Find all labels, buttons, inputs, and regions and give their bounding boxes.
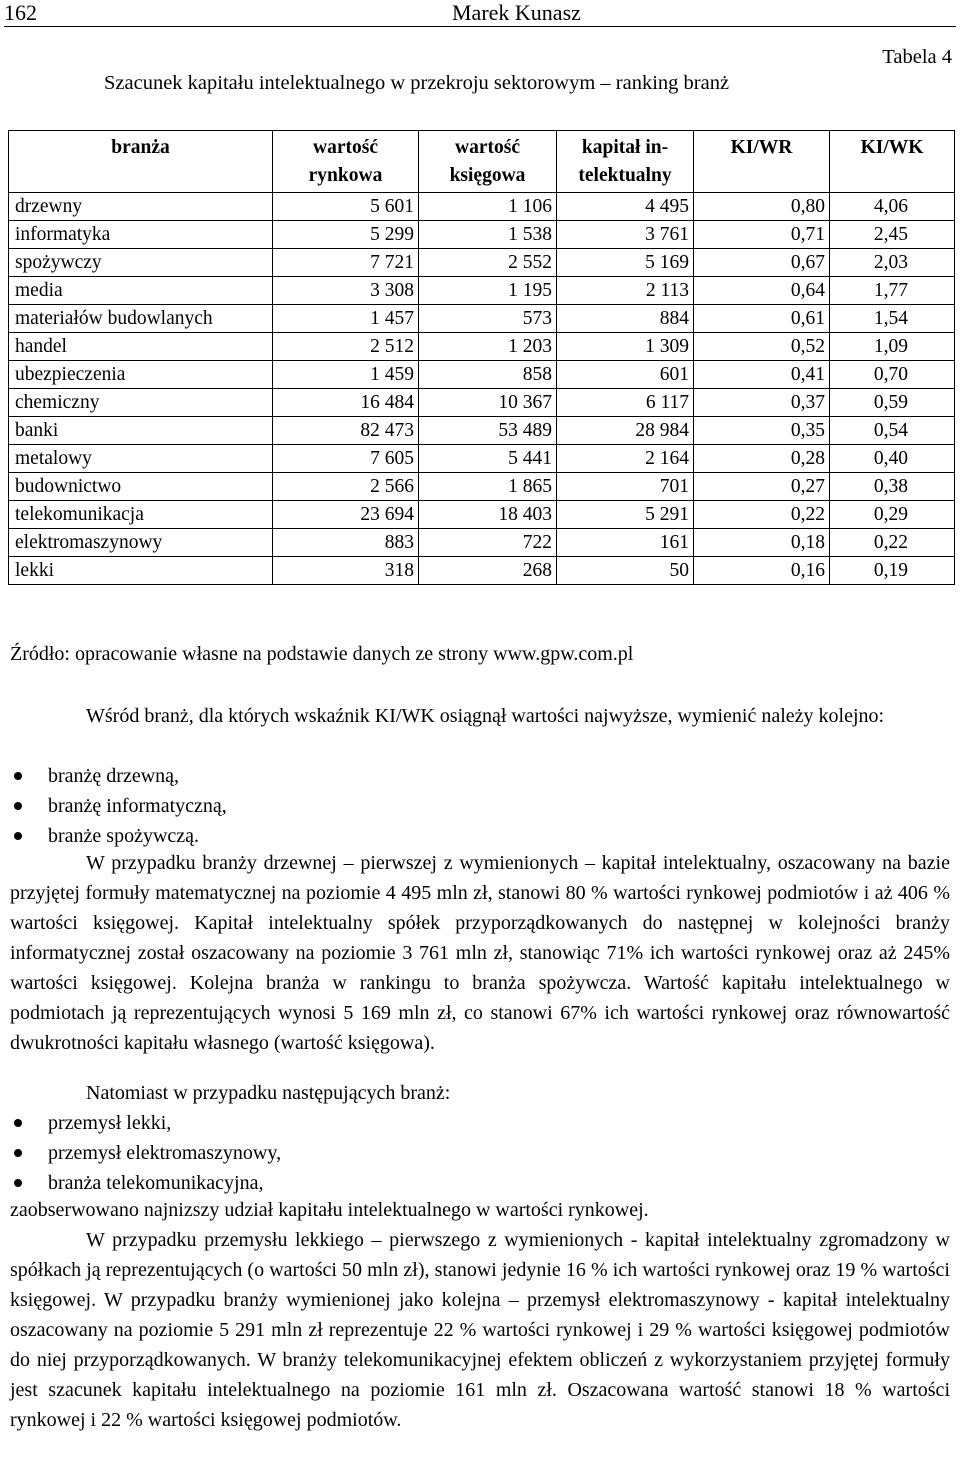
bullet-icon bbox=[14, 832, 22, 840]
table-source: Źródło: opracowanie własne na podstawie danych ze strony www.gpw.com.pl bbox=[10, 643, 634, 665]
cell-book-value: 5 441 bbox=[419, 445, 557, 473]
cell-ki-wr: 0,52 bbox=[694, 333, 830, 361]
cell-branza: informatyka bbox=[9, 221, 273, 249]
list-item: branżę drzewną, bbox=[10, 761, 227, 791]
cell-ki-wr: 0,16 bbox=[694, 557, 830, 585]
paragraph-2: W przypadku branży drzewnej – pierwszej z wymienionych – kapitał intelektualny, oszacowany na bazie przyjętej formuły matematycznej na poziomie 4 495 mln zł, stanowi 80 % wartości rynkowej podmiotów i aż 406 % wartości księgowej. Kapitał intelektualny spółek przyporządkowanych do następnej w kolejności branży informatycznej został oszacowany na poziomie 3 761 mln zł, stanowiąc 71% ich wartości rynkowej oraz aż 245% wartości księgowej. Kolejna branża w rankingu to branża spożywcza. Wartość kapitału intelektualnego w podmiotach ją reprezentujących wynosi 5 169 mln zł, co stanowi 67% ich wartości rynkowej oraz równowartość dwukrotności kapitału własnego (wartość księgowa). bbox=[10, 852, 950, 1054]
cell-ki-wk: 2,03 bbox=[830, 249, 955, 277]
cell-ki-wk: 0,19 bbox=[830, 557, 955, 585]
cell-book-value: 858 bbox=[419, 361, 557, 389]
header-branza: branża bbox=[9, 131, 273, 193]
bullet-icon bbox=[14, 1179, 22, 1187]
table-row bbox=[9, 249, 955, 277]
cell-intellectual-capital: 50 bbox=[557, 557, 694, 585]
header-market-value: wartość rynkowa bbox=[273, 131, 419, 193]
cell-ki-wk: 2,45 bbox=[830, 221, 955, 249]
cell-book-value: 573 bbox=[419, 305, 557, 333]
cell-market-value: 2 566 bbox=[273, 473, 419, 501]
cell-ki-wr: 0,28 bbox=[694, 445, 830, 473]
cell-book-value: 1 538 bbox=[419, 221, 557, 249]
cell-intellectual-capital: 4 495 bbox=[557, 193, 694, 221]
cell-intellectual-capital: 701 bbox=[557, 473, 694, 501]
header-ki-wk: KI/WK bbox=[830, 131, 955, 193]
cell-market-value: 3 308 bbox=[273, 277, 419, 305]
cell-ki-wk: 0,29 bbox=[830, 501, 955, 529]
cell-market-value: 883 bbox=[273, 529, 419, 557]
running-head: Marek Kunasz bbox=[452, 0, 581, 25]
cell-market-value: 5 299 bbox=[273, 221, 419, 249]
bullet-icon bbox=[14, 1149, 22, 1157]
cell-book-value: 53 489 bbox=[419, 417, 557, 445]
cell-branza: metalowy bbox=[9, 445, 273, 473]
list-item: branża telekomunikacyjna, bbox=[10, 1168, 281, 1198]
cell-ki-wr: 0,27 bbox=[694, 473, 830, 501]
cell-ki-wr: 0,41 bbox=[694, 361, 830, 389]
table-row bbox=[9, 501, 955, 529]
table-row bbox=[9, 473, 955, 501]
paragraph-3: Natomiast w przypadku następujących branż: bbox=[86, 1082, 451, 1104]
cell-intellectual-capital: 2 113 bbox=[557, 277, 694, 305]
cell-ki-wk: 0,38 bbox=[830, 473, 955, 501]
cell-ki-wr: 0,61 bbox=[694, 305, 830, 333]
cell-ki-wk: 1,54 bbox=[830, 305, 955, 333]
paragraph-5: W przypadku przemysłu lekkiego – pierwszego z wymienionych - kapitał intelektualny zgromadzony w spółkach ją reprezentujących (o wartości 50 mln zł), stanowi jedynie 16 % ich wartości rynkowej oraz 19 % wartości księgowej. W przypadku branży wymienionej jako kolejna – przemysł elektromaszynowy - kapitał intelektualny oszacowany na poziomie 5 291 mln zł reprezentuje 22 % wartości rynkowej i 29 % wartości księgowej podmiotów do niej przyporządkowanych. W branży telekomunikacyjnej efektem obliczeń z wykorzystaniem przyjętej formuły jest szacunek kapitału intelektualnego na poziomie 161 mln zł. Oszacowana wartość stanowi 18 % wartości rynkowej i 22 % wartości księgowej podmiotów. bbox=[10, 1229, 950, 1431]
table-row bbox=[9, 221, 955, 249]
cell-book-value: 10 367 bbox=[419, 389, 557, 417]
cell-intellectual-capital: 1 309 bbox=[557, 333, 694, 361]
list-item: branże spożywczą. bbox=[10, 821, 227, 851]
table-row bbox=[9, 557, 955, 585]
cell-market-value: 23 694 bbox=[273, 501, 419, 529]
cell-ki-wk: 0,70 bbox=[830, 361, 955, 389]
cell-intellectual-capital: 2 164 bbox=[557, 445, 694, 473]
paragraph-1: Wśród branż, dla których wskaźnik KI/WK osiągnął wartości najwyższe, wymienić należy kolejno: bbox=[86, 705, 885, 727]
cell-intellectual-capital: 6 117 bbox=[557, 389, 694, 417]
cell-ki-wr: 0,18 bbox=[694, 529, 830, 557]
page-number: 162 bbox=[4, 0, 37, 25]
table-row bbox=[9, 277, 955, 305]
cell-ki-wr: 0,35 bbox=[694, 417, 830, 445]
header-rule bbox=[4, 26, 956, 27]
cell-ki-wk: 0,59 bbox=[830, 389, 955, 417]
cell-market-value: 16 484 bbox=[273, 389, 419, 417]
list-item: branżę informatyczną, bbox=[10, 791, 227, 821]
table-number: Tabela 4 bbox=[882, 46, 952, 68]
cell-branza: drzewny bbox=[9, 193, 273, 221]
header-ki-wr: KI/WR bbox=[694, 131, 830, 193]
cell-book-value: 2 552 bbox=[419, 249, 557, 277]
cell-intellectual-capital: 161 bbox=[557, 529, 694, 557]
paragraph-4: zaobserwowano najnizszy udział kapitału intelektualnego w wartości rynkowej. bbox=[10, 1199, 649, 1221]
table-row bbox=[9, 305, 955, 333]
cell-ki-wr: 0,64 bbox=[694, 277, 830, 305]
cell-branza: chemiczny bbox=[9, 389, 273, 417]
cell-ki-wk: 0,22 bbox=[830, 529, 955, 557]
bullet-icon bbox=[14, 772, 22, 780]
table-row bbox=[9, 193, 955, 221]
cell-book-value: 1 106 bbox=[419, 193, 557, 221]
cell-ki-wr: 0,67 bbox=[694, 249, 830, 277]
cell-branza: spożywczy bbox=[9, 249, 273, 277]
cell-book-value: 1 195 bbox=[419, 277, 557, 305]
cell-ki-wk: 1,77 bbox=[830, 277, 955, 305]
cell-branza: materiałów budowlanych bbox=[9, 305, 273, 333]
cell-branza: handel bbox=[9, 333, 273, 361]
bullet-list-lowest bbox=[10, 1108, 281, 1198]
sector-ranking-table bbox=[8, 130, 955, 585]
cell-book-value: 1 865 bbox=[419, 473, 557, 501]
cell-book-value: 18 403 bbox=[419, 501, 557, 529]
cell-intellectual-capital: 28 984 bbox=[557, 417, 694, 445]
table-row bbox=[9, 361, 955, 389]
table-row bbox=[9, 389, 955, 417]
cell-intellectual-capital: 5 169 bbox=[557, 249, 694, 277]
table-row bbox=[9, 417, 955, 445]
cell-market-value: 7 605 bbox=[273, 445, 419, 473]
cell-market-value: 5 601 bbox=[273, 193, 419, 221]
list-item: przemysł lekki, bbox=[10, 1108, 281, 1138]
table-header-row bbox=[9, 131, 955, 193]
cell-ki-wr: 0,22 bbox=[694, 501, 830, 529]
list-item: przemysł elektromaszynowy, bbox=[10, 1138, 281, 1168]
header-intellectual-capital: kapitał in- telektualny bbox=[557, 131, 694, 193]
cell-intellectual-capital: 5 291 bbox=[557, 501, 694, 529]
cell-book-value: 268 bbox=[419, 557, 557, 585]
cell-branza: elektromaszynowy bbox=[9, 529, 273, 557]
cell-market-value: 7 721 bbox=[273, 249, 419, 277]
cell-ki-wr: 0,71 bbox=[694, 221, 830, 249]
cell-branza: media bbox=[9, 277, 273, 305]
cell-branza: banki bbox=[9, 417, 273, 445]
cell-market-value: 1 459 bbox=[273, 361, 419, 389]
cell-intellectual-capital: 884 bbox=[557, 305, 694, 333]
cell-intellectual-capital: 3 761 bbox=[557, 221, 694, 249]
table-row bbox=[9, 445, 955, 473]
cell-market-value: 2 512 bbox=[273, 333, 419, 361]
cell-intellectual-capital: 601 bbox=[557, 361, 694, 389]
table-row bbox=[9, 529, 955, 557]
cell-market-value: 82 473 bbox=[273, 417, 419, 445]
table-title: Szacunek kapitału intelektualnego w przekroju sektorowym – ranking branż bbox=[104, 72, 730, 94]
bullet-list-highest bbox=[10, 761, 227, 851]
bullet-icon bbox=[14, 802, 22, 810]
cell-ki-wk: 1,09 bbox=[830, 333, 955, 361]
cell-branza: ubezpieczenia bbox=[9, 361, 273, 389]
cell-branza: telekomunikacja bbox=[9, 501, 273, 529]
cell-branza: budownictwo bbox=[9, 473, 273, 501]
cell-ki-wk: 0,40 bbox=[830, 445, 955, 473]
table-row bbox=[9, 333, 955, 361]
bullet-icon bbox=[14, 1119, 22, 1127]
cell-ki-wr: 0,80 bbox=[694, 193, 830, 221]
cell-book-value: 722 bbox=[419, 529, 557, 557]
cell-ki-wr: 0,37 bbox=[694, 389, 830, 417]
cell-book-value: 1 203 bbox=[419, 333, 557, 361]
cell-market-value: 318 bbox=[273, 557, 419, 585]
cell-ki-wk: 0,54 bbox=[830, 417, 955, 445]
cell-branza: lekki bbox=[9, 557, 273, 585]
cell-ki-wk: 4,06 bbox=[830, 193, 955, 221]
header-book-value: wartość księgowa bbox=[419, 131, 557, 193]
cell-market-value: 1 457 bbox=[273, 305, 419, 333]
